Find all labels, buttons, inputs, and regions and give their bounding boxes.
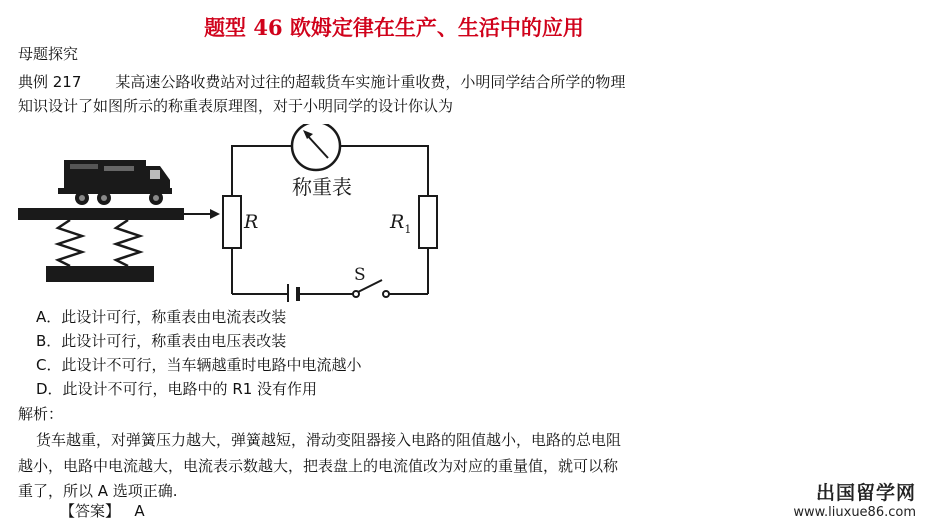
answer-label: 【答案】 <box>60 502 121 520</box>
resistor-r1-label: $R_1$ <box>390 211 412 236</box>
example-text-1: 某高速公路收费站对过往的超载货车实施计重收费，小明同学结合所学的物理 <box>115 73 626 91</box>
example-line-2: 知识设计了如图所示的称重表原理图，对于小明同学的设计你认为 <box>18 97 454 115</box>
option-a: A．此设计可行，称重表由电流表改装 <box>36 308 287 326</box>
option-d: D．此设计不可行，电路中的 R1 没有作用 <box>36 380 318 398</box>
answer-line <box>60 500 145 521</box>
switch-label: S <box>354 265 366 285</box>
base-block <box>46 266 154 282</box>
option-c: C．此设计不可行，当车辆越重时电路中电流越小 <box>36 356 362 374</box>
spring-left <box>58 220 82 266</box>
meter-icon <box>292 124 340 170</box>
watermark-url: www.liuxue86.com <box>793 505 916 520</box>
weighing-platform <box>18 208 184 220</box>
meter-label: 称重表 <box>292 175 352 199</box>
resistor-r-label: R <box>244 211 259 233</box>
page-title: 题型 46 欧姆定律在生产、生活中的应用 <box>204 15 584 40</box>
analysis-line-3: 重了，所以 A 选项正确. <box>18 482 178 500</box>
example-line-1 <box>18 72 625 92</box>
truck-icon <box>58 160 172 205</box>
resistor-r <box>223 196 241 248</box>
watermark-name: 出国留学网 <box>815 482 916 504</box>
battery-icon <box>288 284 298 302</box>
example-label: 典例 217 <box>18 73 82 91</box>
option-b: B．此设计可行，称重表由电压表改装 <box>36 332 287 350</box>
analysis-line-1: 货车越重，对弹簧压力越大，弹簧越短，滑动变阻器接入电路的阻值越小，电路的总电阻 <box>36 431 622 449</box>
resistor-r1 <box>419 196 437 248</box>
circuit-diagram <box>18 124 438 302</box>
spring-right <box>116 220 140 266</box>
watermark <box>793 478 916 520</box>
answer-value: A <box>134 502 145 520</box>
analysis-line-2: 越小，电路中电流越大，电流表示数越大，把表盘上的电流值改为对应的重量值，就可以称 <box>18 457 619 475</box>
section-label: 母题探究 <box>18 45 79 63</box>
analysis-label: 解析： <box>18 405 64 423</box>
